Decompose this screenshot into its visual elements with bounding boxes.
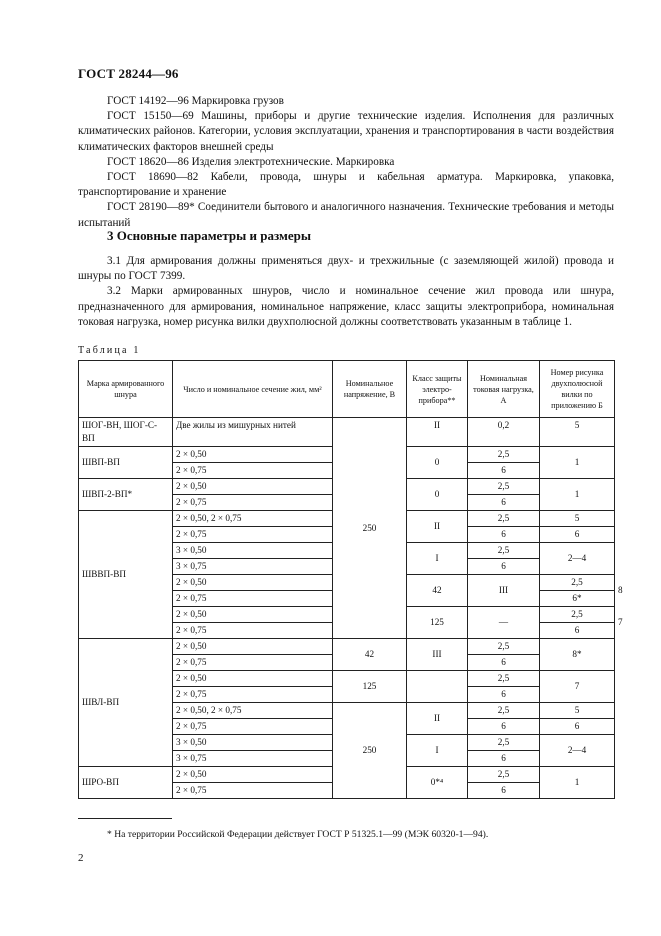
cores-cell: 3 × 0,50 bbox=[173, 735, 333, 751]
current-cell: 6 bbox=[540, 623, 615, 639]
table-header-row bbox=[79, 361, 615, 418]
figure-cell: 8* bbox=[540, 639, 615, 671]
current-cell: 6 bbox=[468, 559, 540, 575]
current-cell: 2,5 bbox=[468, 703, 540, 719]
header-figure: Номер рисунка двухполюсной вилки по приложению Б bbox=[540, 361, 615, 418]
current-cell: 2,5 bbox=[540, 575, 615, 591]
cores-cell: 2 × 0,50 bbox=[173, 607, 333, 623]
cores-cell: 2 × 0,50 bbox=[173, 671, 333, 687]
class-cell: III bbox=[407, 639, 468, 671]
current-cell: 6 bbox=[468, 719, 540, 735]
voltage-cell: 125 bbox=[407, 607, 468, 639]
header-current: Номинальная токовая нагрузка, А bbox=[468, 361, 540, 418]
class-cell: 0 bbox=[407, 479, 468, 511]
page-number: 2 bbox=[78, 852, 84, 864]
figure-cell: 6 bbox=[540, 527, 615, 543]
header-cores: Число и номинальное сечение жил, мм² bbox=[173, 361, 333, 418]
reference-item: ГОСТ 14192—96 Маркировка грузов bbox=[107, 95, 284, 107]
header-voltage: Номинальное напряжение, В bbox=[333, 361, 407, 418]
class-cell: III bbox=[468, 575, 540, 607]
current-cell: 0,2 bbox=[468, 418, 540, 447]
document-header: ГОСТ 28244—96 bbox=[78, 66, 179, 81]
mark-cell: ШВЛ-ВП bbox=[79, 639, 173, 767]
reference-item: ГОСТ 15150—69 Машины, приборы и другие технические изделия. Исполнения для различных климатических районов. Категории, условия эксплуатации, хранения и транспортирования в части воздействия климатических факторов внешней среды bbox=[78, 110, 614, 153]
figure-cell: 1 bbox=[540, 767, 615, 799]
cores-cell: 2 × 0,50 bbox=[173, 447, 333, 463]
figure-cell: 1 bbox=[540, 447, 615, 479]
class-cell: II bbox=[407, 703, 468, 735]
cores-cell: 2 × 0,75 bbox=[173, 655, 333, 671]
mark-cell: ШВП-ВП bbox=[79, 447, 173, 479]
cores-cell: 2 × 0,75 bbox=[173, 495, 333, 511]
figure-cell: 6 bbox=[540, 719, 615, 735]
cores-cell: Две жилы из мишурных нитей bbox=[173, 418, 333, 447]
current-cell: 6* bbox=[540, 591, 615, 607]
current-cell: 2,5 bbox=[468, 671, 540, 687]
voltage-cell: 125 bbox=[333, 671, 407, 703]
figure-cell: 7 bbox=[540, 671, 615, 703]
mark-cell: ШВВП-ВП bbox=[79, 511, 173, 639]
current-cell: 2,5 bbox=[468, 735, 540, 751]
table-row: 2 × 0,50 125 — 2,5 7 bbox=[79, 607, 615, 623]
footnote-divider bbox=[78, 818, 172, 819]
class-cell: 0*⁴ bbox=[407, 767, 468, 799]
cores-cell: 2 × 0,50, 2 × 0,75 bbox=[173, 703, 333, 719]
paragraph: 3.1 Для армирования должны применяться двух- и трехжильные (с заземляющей жилой) провода и шнуры по ГОСТ 7399. bbox=[78, 255, 614, 283]
table-row: 2 × 0,50 42 III 2,5 8 bbox=[79, 575, 615, 591]
current-cell: 2,5 bbox=[468, 767, 540, 783]
current-cell: 6 bbox=[468, 495, 540, 511]
figure-cell: 2—4 bbox=[540, 735, 615, 767]
table-row bbox=[79, 639, 615, 655]
current-cell: 6 bbox=[468, 463, 540, 479]
cores-cell: 2 × 0,75 bbox=[173, 527, 333, 543]
references-list bbox=[78, 94, 614, 231]
reference-item: ГОСТ 28190—89* Соединители бытового и аналогичного назначения. Технические требования и методы испытаний bbox=[78, 201, 614, 229]
figure-cell: 1 bbox=[540, 479, 615, 511]
mark-cell: ШРО-ВП bbox=[79, 767, 173, 799]
footnote: * На территории Российской Федерации действует ГОСТ Р 51325.1—99 (МЭК 60320-1—94). bbox=[107, 829, 489, 840]
section-body bbox=[78, 254, 614, 330]
voltage-cell: 250 bbox=[333, 418, 407, 639]
current-cell: 6 bbox=[468, 527, 540, 543]
parameters-table bbox=[78, 360, 623, 799]
class-cell: 0 bbox=[407, 447, 468, 479]
cores-cell: 2 × 0,75 bbox=[173, 783, 333, 799]
class-cell: II bbox=[407, 511, 468, 543]
section-title: 3 Основные параметры и размеры bbox=[107, 228, 312, 243]
cores-cell: 3 × 0,75 bbox=[173, 559, 333, 575]
figure-cell: 2—4 bbox=[540, 543, 615, 575]
current-cell: 2,5 bbox=[540, 607, 615, 623]
header-class: Класс защиты электро-прибора** bbox=[407, 361, 468, 418]
cores-cell: 2 × 0,75 bbox=[173, 463, 333, 479]
current-cell: 6 bbox=[468, 655, 540, 671]
reference-item: ГОСТ 18620—86 Изделия электротехнические. Маркировка bbox=[107, 155, 395, 168]
table-row bbox=[79, 418, 615, 447]
class-cell: I bbox=[407, 543, 468, 575]
cores-cell: 2 × 0,75 bbox=[173, 623, 333, 639]
mark-cell: ШВП-2-ВП* bbox=[79, 479, 173, 511]
cores-cell: 2 × 0,75 bbox=[173, 687, 333, 703]
current-cell: 2,5 bbox=[468, 479, 540, 495]
paragraph: 3.2 Марки армированных шнуров, число и номинальное сечение жил провода или шнура, предназначенного для армирования, номинальное напряжение, класс защиты электроприбора, номинальная токовая нагрузка, номер рисунка вилки двухполюсной должны соответствовать указанным в таблице 1. bbox=[78, 285, 614, 328]
class-cell: — bbox=[468, 607, 540, 639]
current-cell: 2,5 bbox=[468, 639, 540, 655]
voltage-cell: 250 bbox=[333, 703, 407, 799]
class-cell: I bbox=[407, 735, 468, 767]
figure-cell: 5 bbox=[540, 511, 615, 527]
cores-cell: 3 × 0,50 bbox=[173, 543, 333, 559]
cores-cell: 2 × 0,50 bbox=[173, 575, 333, 591]
cores-cell: 2 × 0,50 bbox=[173, 639, 333, 655]
cores-cell: 3 × 0,75 bbox=[173, 751, 333, 767]
current-cell: 6 bbox=[468, 751, 540, 767]
cores-cell: 2 × 0,75 bbox=[173, 719, 333, 735]
figure-cell: 5 bbox=[540, 703, 615, 719]
cores-cell: 2 × 0,75 bbox=[173, 591, 333, 607]
cores-cell: 2 × 0,50 bbox=[173, 767, 333, 783]
cores-cell: 2 × 0,50, 2 × 0,75 bbox=[173, 511, 333, 527]
table-caption: Таблица 1 bbox=[78, 345, 141, 356]
mark-cell: ШОГ-ВН, ШОГ-С-ВП bbox=[79, 418, 173, 447]
class-cell: II bbox=[407, 418, 468, 447]
reference-item: ГОСТ 18690—82 Кабели, провода, шнуры и кабельная арматура. Маркировка, упаковка, транспортирование и хранение bbox=[78, 171, 614, 199]
figure-cell: 5 bbox=[540, 418, 615, 447]
current-cell: 2,5 bbox=[468, 447, 540, 463]
current-cell: 6 bbox=[468, 783, 540, 799]
cores-cell: 2 × 0,50 bbox=[173, 479, 333, 495]
current-cell: 2,5 bbox=[468, 543, 540, 559]
current-cell: 2,5 bbox=[468, 511, 540, 527]
class-cell bbox=[407, 671, 468, 703]
voltage-cell: 42 bbox=[333, 639, 407, 671]
current-cell: 6 bbox=[468, 687, 540, 703]
voltage-cell: 42 bbox=[407, 575, 468, 607]
header-mark: Марка армированного шнура bbox=[79, 361, 173, 418]
